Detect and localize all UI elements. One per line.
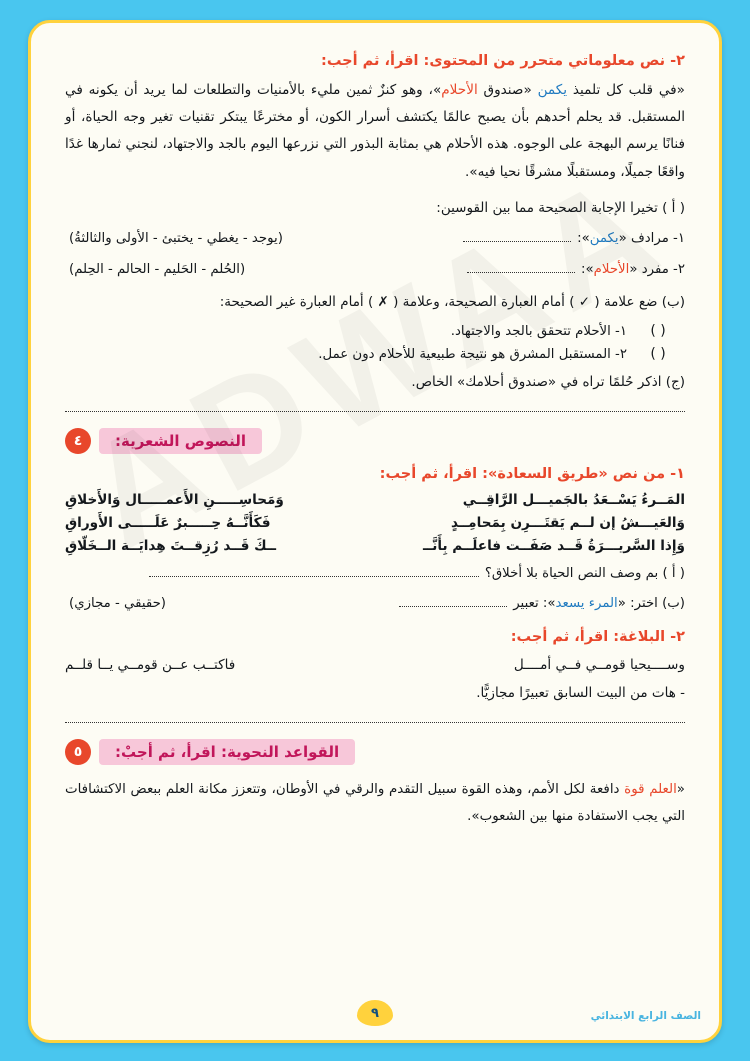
section4-q1-heading: ١- من نص «طريق السعادة»: اقرأ، ثم أجب: — [379, 466, 685, 483]
poem-hemistich-left: وَمَحاسِـــــنِ الأَعمـــــال وَالأَخلاقِ — [65, 492, 284, 509]
verse-hemistich-right: وســــيحيا قومــي فــي أمــــل — [513, 656, 685, 673]
section4-q-b — [65, 591, 685, 616]
section5-number: ٥ — [65, 739, 91, 765]
part-b-item-2-box[interactable]: ( ) — [650, 345, 666, 362]
part-a-item-2 — [65, 257, 685, 282]
answer-blank-long[interactable] — [65, 710, 685, 723]
section5-title: القواعد النحوية: اقرأ، ثم أجبْ: — [99, 739, 355, 765]
part-b-item-2 — [65, 346, 685, 362]
section4-title: النصوص الشعرية: — [99, 428, 262, 454]
poem-block — [65, 492, 685, 554]
part-a-item-1 — [65, 226, 685, 251]
answer-blank[interactable] — [467, 259, 575, 273]
answer-blank[interactable] — [463, 228, 571, 242]
section4-q-a — [65, 561, 685, 586]
verse-line — [65, 657, 685, 673]
part-a-item-2-label: ٢- مفرد «الأحلام»: — [581, 261, 685, 277]
verse-hemistich-left: فاكتــب عــن قومــي يــا قلــم — [65, 656, 236, 673]
section4-q2-heading: ٢- البلاغة: اقرأ، ثم أجب: — [510, 628, 685, 645]
poem-line — [65, 538, 685, 554]
section4-q-b-options: (حقيقي - مجازي) — [69, 596, 166, 612]
part-a-item-2-options: (الحُلم - الحَليم - الحالم - الحِلم) — [69, 261, 246, 277]
section4-q-b-label: (ب) اختر: «المرء يسعد»: تعبير — [513, 596, 685, 612]
section5-passage: «العلم قوة دافعة لكل الأمم، وهذه القوة سبيل التقدم والرقي في الأوطان، وتتعزز مكانة العلم ببعض الاكتشافات التي يجب الاستفادة منها بين الشعوب». — [65, 782, 685, 825]
part-a-label: ( أ ) تخيرا الإجابة الصحيحة مما بين القوسين: — [436, 199, 685, 216]
answer-blank[interactable] — [149, 563, 479, 577]
answer-blank-long[interactable] — [65, 399, 685, 412]
part-b-item-2-text: ٢- المستقبل المشرق هو نتيجة طبيعية للأحلام دون عمل. — [318, 346, 627, 362]
worksheet-page — [28, 20, 722, 1043]
poem-line — [65, 492, 685, 508]
section5-header — [65, 739, 685, 765]
part-a-item-1-options: (يوجد - يغطي - يختبئ - الأولى والثالثةُ) — [69, 231, 283, 247]
part-b-item-1-box[interactable]: ( ) — [650, 322, 666, 339]
part-b-item-1 — [65, 323, 685, 339]
section4-header — [65, 428, 685, 454]
section2-heading: ٢- نص معلوماتي متحرر من المحتوى: اقرأ، ثم أجب: — [321, 53, 685, 69]
section2-passage: «في قلب كل تلميذ يكمن «صندوق الأحلام»، وهو كنزٌ ثمين مليء بالأمنيات والتطلعات لما يريد أن يكونه في المستقبل. قد يحلم أحدهم بأن يصبح عالمًا يكتشف أسرار الكون، أو مخترعًا يبتكر تقنيات تغير وجه الحياة، أو فنانًا يرسم البهجة على الوجوه. هذه الأحلام هي بمثابة البذور التي نزرعها اليوم بالجد والاجتهاد، لنجني ثمارها غدًا واقعًا جميلًا، ومستقبلًا مشرقًا نحيا فيه». — [65, 82, 685, 180]
part-a-item-1-label: ١- مرادف «يكمن»: — [577, 231, 685, 247]
poem-hemistich-right: المَــرءُ يَسْــعَدُ بالجَميـــل الرَّاقِــي — [462, 492, 685, 509]
poem-hemistich-left: فَكَأَنَّــهُ حِـــــبرٌ عَلَـــــى الأَوراقِ — [65, 515, 271, 532]
section4-q-a-label: ( أ ) بم وصف النص الحياة بلا أخلاق؟ — [484, 566, 685, 582]
answer-blank[interactable] — [399, 593, 507, 607]
poem-hemistich-left: ــكَ قَــد رُزِقــتَ هِدايَــة الــخَلّاقِ — [65, 538, 277, 555]
footer-note: الصف الرابع الابتدائي — [590, 1010, 701, 1022]
part-b-label: (ب) ضع علامة ( ✓ ) أمام العبارة الصحيحة، وعلامة ( ✗ ) أمام العبارة غير الصحيحة: — [219, 293, 685, 310]
poem-hemistich-right: وَإِذا السَّريـــرَةُ قَــد صَفَــت فاعلَــم بِأَنَّــ — [422, 538, 685, 555]
part-c-label: (ج) اذكر حُلمًا تراه في «صندوق أحلامك» الخاص. — [411, 373, 685, 390]
section4-number: ٤ — [65, 428, 91, 454]
poem-line — [65, 515, 685, 531]
page-number-badge: ٩ — [357, 1000, 393, 1026]
section4-q2-text: - هات من البيت السابق تعبيرًا مجازيًّا. — [476, 684, 685, 701]
page-footer — [31, 996, 719, 1030]
part-b-item-1-text: ١- الأحلام تتحقق بالجد والاجتهاد. — [450, 323, 627, 339]
poem-hemistich-right: وَالعَيـــشُ إن لــم يَقتَـــرِن بِمَحامِــدٍ — [451, 515, 685, 532]
